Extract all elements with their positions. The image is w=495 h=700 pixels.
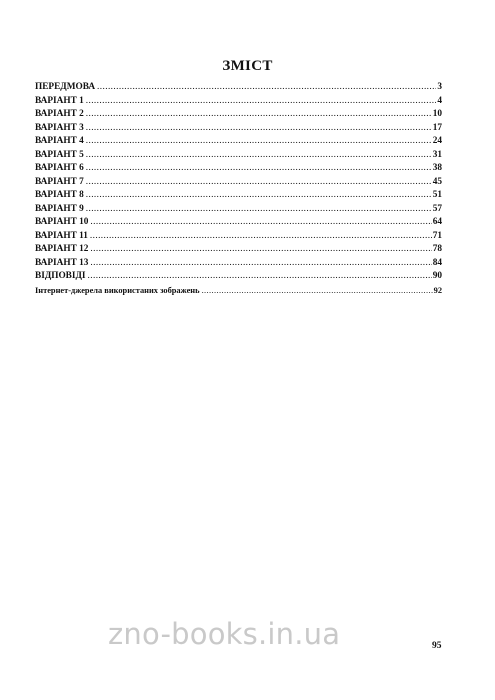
toc-entry-label: ВАРІАНТ 4 — [35, 136, 84, 146]
toc-leader-dots — [86, 108, 432, 122]
toc-entry-label: ВАРІАНТ 11 — [35, 230, 88, 241]
toc-entry-page: 57 — [432, 203, 442, 214]
toc-entry-label: ВАРІАНТ 9 — [35, 203, 84, 214]
toc-entry — [35, 81, 442, 95]
toc-leader-dots — [90, 230, 432, 244]
toc-entry-page: 78 — [432, 244, 442, 254]
toc-leader-dots — [86, 149, 432, 163]
toc-entry-page: 38 — [432, 163, 442, 173]
toc-entry-page: 3 — [437, 82, 442, 92]
toc-entry-label: ВАРІАНТ 6 — [35, 163, 84, 173]
toc-leader-dots — [88, 270, 432, 284]
toc-entry-label: ВАРІАНТ 5 — [35, 149, 84, 160]
toc-leader-dots — [86, 122, 432, 136]
toc-leader-dots — [90, 257, 431, 271]
toc-entry — [35, 284, 442, 298]
toc-entry-label: Інтернет-джерела використаних зображень — [35, 285, 200, 295]
toc-entry-page: 64 — [432, 217, 442, 227]
toc-entry-page: 92 — [433, 285, 442, 295]
toc-entry — [35, 243, 442, 257]
toc-entry-label: ВАРІАНТ 3 — [35, 122, 84, 133]
toc-entry-page: 4 — [437, 95, 442, 106]
toc-entry-page: 31 — [432, 149, 442, 160]
toc-entry-page: 24 — [432, 136, 442, 146]
toc-entry-label: ВАРІАНТ 1 — [35, 95, 84, 106]
toc-entry — [35, 270, 442, 284]
toc-leader-dots — [86, 135, 432, 149]
toc-entry-page: 10 — [432, 109, 442, 119]
toc-entry-label: ВАРІАНТ 8 — [35, 190, 84, 200]
toc-title: ЗМІСТ — [222, 58, 273, 74]
toc-leader-dots — [86, 189, 432, 203]
toc-leader-dots — [97, 81, 436, 95]
toc-entry-page: 84 — [432, 257, 442, 268]
toc-leader-dots — [202, 284, 433, 298]
page-number: 95 — [432, 641, 442, 651]
toc-entry — [35, 162, 442, 176]
toc-entry-page: 71 — [432, 230, 442, 241]
toc-entry-label: ВАРІАНТ 10 — [35, 217, 89, 227]
toc-entry — [35, 149, 442, 163]
toc-entry-label: ВАРІАНТ 13 — [35, 257, 89, 268]
toc-entry-page: 51 — [432, 190, 442, 200]
toc-entry-label: ВАРІАНТ 12 — [35, 244, 89, 254]
toc-leader-dots — [90, 243, 431, 257]
toc-entry — [35, 95, 442, 109]
toc-leader-dots — [90, 216, 431, 230]
toc-entry-page: 90 — [432, 271, 442, 281]
table-of-contents — [35, 81, 442, 297]
toc-entry — [35, 108, 442, 122]
toc-entry — [35, 122, 442, 136]
toc-leader-dots — [86, 176, 432, 190]
toc-entry-label: ВІДПОВІДІ — [35, 271, 86, 281]
toc-entry-label: ВАРІАНТ 7 — [35, 176, 84, 187]
toc-leader-dots — [86, 203, 432, 217]
toc-entry — [35, 230, 442, 244]
toc-entry — [35, 257, 442, 271]
toc-leader-dots — [86, 162, 432, 176]
toc-entry-label: ПЕРЕДМОВА — [35, 82, 96, 92]
toc-entry — [35, 203, 442, 217]
toc-entry — [35, 216, 442, 230]
toc-entry-page: 45 — [432, 176, 442, 187]
toc-entry — [35, 176, 442, 190]
watermark: zno-books.in.ua — [108, 617, 341, 651]
toc-entry — [35, 189, 442, 203]
toc-entry — [35, 135, 442, 149]
toc-entry-label: ВАРІАНТ 2 — [35, 109, 84, 119]
toc-entry-page: 17 — [432, 122, 442, 133]
toc-leader-dots — [86, 95, 437, 109]
